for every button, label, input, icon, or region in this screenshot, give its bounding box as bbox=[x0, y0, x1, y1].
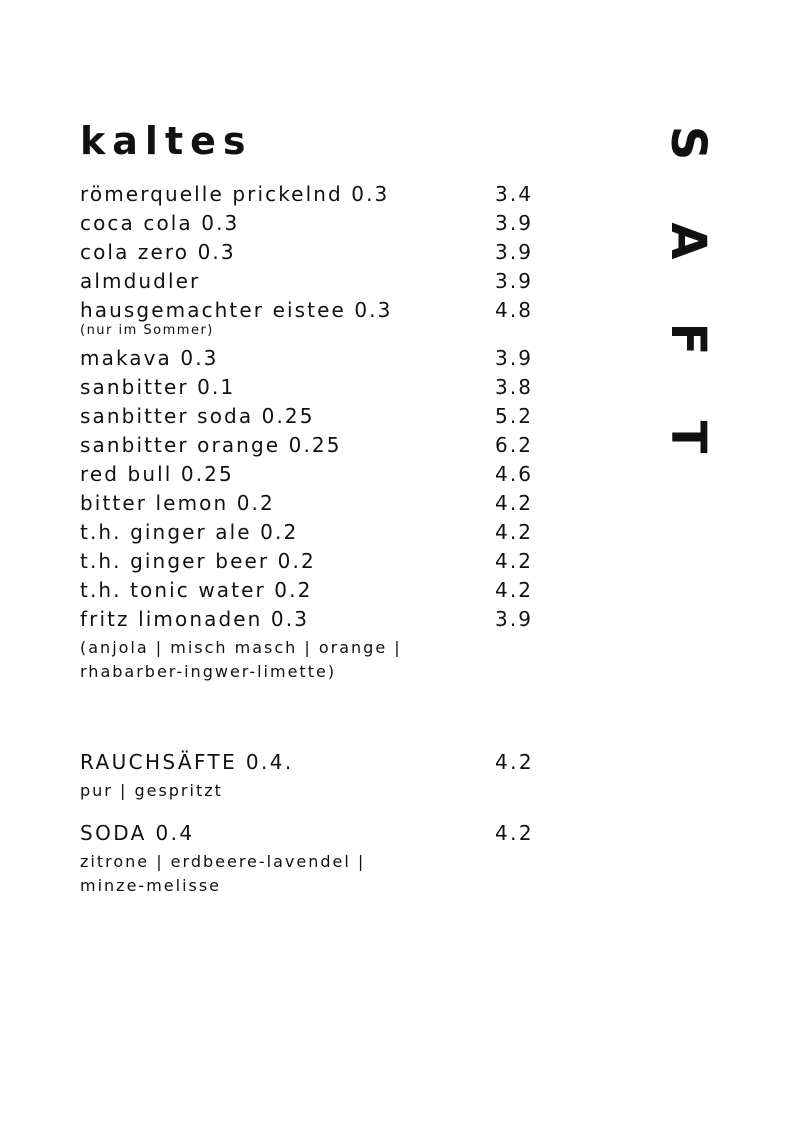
menu-item bbox=[80, 267, 550, 296]
menu-item-name: RAUCHSÄFTE 0.4. bbox=[80, 750, 294, 774]
side-letter-f: F bbox=[660, 322, 716, 356]
kaltes-menu-list bbox=[80, 180, 550, 684]
menu-item-note: pur | gespritzt bbox=[80, 781, 223, 800]
menu-item bbox=[80, 489, 550, 518]
menu-item-note: zitrone | erdbeere-lavendel | bbox=[80, 852, 366, 871]
menu-item bbox=[80, 748, 550, 777]
menu-item-price: 3.9 bbox=[495, 211, 534, 235]
menu-item bbox=[80, 373, 550, 402]
menu-item-name: sanbitter 0.1 bbox=[80, 375, 236, 399]
menu-item-name: bitter lemon 0.2 bbox=[80, 491, 275, 515]
menu-item-name: römerquelle prickelnd 0.3 bbox=[80, 182, 390, 206]
menu-item-price: 5.2 bbox=[495, 404, 534, 428]
menu-item-price: 4.2 bbox=[495, 750, 535, 774]
menu-item-name: SODA 0.4 bbox=[80, 821, 195, 845]
side-letter-t: T bbox=[660, 420, 716, 454]
menu-item bbox=[80, 518, 550, 547]
menu-item-price: 3.8 bbox=[495, 375, 534, 399]
menu-item-note: rhabarber-ingwer-limette) bbox=[80, 662, 337, 681]
menu-item-name: t.h. tonic water 0.2 bbox=[80, 578, 313, 602]
menu-item-price: 3.4 bbox=[495, 182, 534, 206]
menu-item-price: 4.2 bbox=[495, 549, 534, 573]
menu-item-price: 3.9 bbox=[495, 269, 534, 293]
menu-item-price: 4.2 bbox=[495, 821, 535, 845]
menu-item bbox=[80, 344, 550, 373]
menu-item-note: (nur im Sommer) bbox=[80, 323, 214, 338]
menu-item-name: almdudler bbox=[80, 269, 201, 293]
menu-item-price: 3.9 bbox=[495, 346, 534, 370]
menu-item-price: 4.8 bbox=[495, 298, 534, 322]
menu-item-price: 4.2 bbox=[495, 520, 534, 544]
side-letter-a: A bbox=[660, 222, 716, 260]
menu-item-name: t.h. ginger beer 0.2 bbox=[80, 549, 316, 573]
menu-item-price: 3.9 bbox=[495, 607, 534, 631]
side-word-saft bbox=[658, 118, 718, 510]
soda-section bbox=[80, 819, 550, 898]
menu-item-price: 4.2 bbox=[495, 491, 534, 515]
menu-item bbox=[80, 460, 550, 489]
menu-item-name: sanbitter soda 0.25 bbox=[80, 404, 315, 428]
menu-item-name: cola zero 0.3 bbox=[80, 240, 236, 264]
menu-item-name: hausgemachter eistee 0.3 bbox=[80, 298, 393, 322]
menu-item bbox=[80, 209, 550, 238]
menu-item bbox=[80, 238, 550, 267]
rauchsaefte-section bbox=[80, 748, 550, 803]
menu-item-note: minze-melisse bbox=[80, 876, 222, 895]
menu-item-name: t.h. ginger ale 0.2 bbox=[80, 520, 299, 544]
menu-item-price: 4.2 bbox=[495, 578, 534, 602]
menu-item-name: red bull 0.25 bbox=[80, 462, 234, 486]
menu-item bbox=[80, 296, 550, 325]
menu-item-name: coca cola 0.3 bbox=[80, 211, 240, 235]
menu-item bbox=[80, 819, 550, 848]
menu-item-price: 3.9 bbox=[495, 240, 534, 264]
menu-item bbox=[80, 180, 550, 209]
menu-item bbox=[80, 576, 550, 605]
menu-item bbox=[80, 402, 550, 431]
menu-item-price: 6.2 bbox=[495, 433, 534, 457]
menu-item-name: sanbitter orange 0.25 bbox=[80, 433, 342, 457]
menu-item-name: fritz limonaden 0.3 bbox=[80, 607, 310, 631]
side-letter-s: S bbox=[660, 125, 716, 161]
menu-item bbox=[80, 605, 550, 634]
menu-item-name: makava 0.3 bbox=[80, 346, 219, 370]
menu-item-note: (anjola | misch masch | orange | bbox=[80, 638, 402, 657]
menu-item-price: 4.6 bbox=[495, 462, 534, 486]
menu-item bbox=[80, 547, 550, 576]
menu-item bbox=[80, 431, 550, 460]
section-title-kaltes: kaltes bbox=[80, 119, 253, 163]
